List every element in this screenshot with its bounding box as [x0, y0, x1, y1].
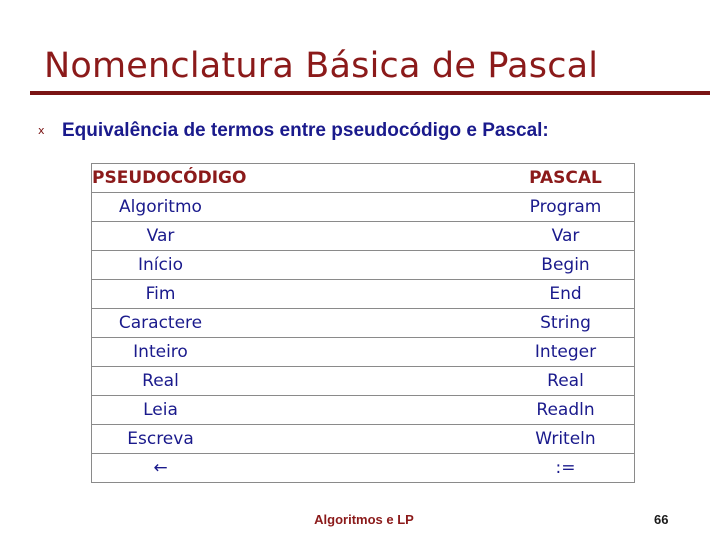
- table-row: [92, 338, 635, 367]
- table-header-row: [92, 164, 635, 193]
- equivalence-table: [91, 163, 635, 483]
- bullet-marker-icon: x: [38, 124, 45, 137]
- page-number: 66: [654, 512, 669, 527]
- table-row: [92, 193, 635, 222]
- pascal-cell: Program: [363, 193, 635, 222]
- title-divider: [30, 91, 710, 95]
- pseudocode-cell: Início: [92, 251, 364, 280]
- pascal-cell: Integer: [363, 338, 635, 367]
- pseudocode-cell: Var: [92, 222, 364, 251]
- pascal-cell: Var: [363, 222, 635, 251]
- table-row: [92, 280, 635, 309]
- table-row: [92, 425, 635, 454]
- pascal-cell: Readln: [363, 396, 635, 425]
- table-row: [92, 454, 635, 483]
- pascal-cell: String: [363, 309, 635, 338]
- pascal-cell: Real: [363, 367, 635, 396]
- pascal-cell: Begin: [363, 251, 635, 280]
- pseudocode-cell: Fim: [92, 280, 364, 309]
- pseudocode-cell: Algoritmo: [92, 193, 364, 222]
- pseudocode-cell: Inteiro: [92, 338, 364, 367]
- header-pascal: PASCAL: [363, 164, 635, 193]
- table-row: [92, 251, 635, 280]
- pascal-cell: Writeln: [363, 425, 635, 454]
- header-pseudocode: PSEUDOCÓDIGO: [92, 164, 364, 193]
- table-row: [92, 222, 635, 251]
- slide-title: Nomenclatura Básica de Pascal: [44, 46, 599, 86]
- footer-course-label: Algoritmos e LP: [314, 512, 414, 527]
- pascal-cell: :=: [363, 454, 635, 483]
- pseudocode-cell: Escreva: [92, 425, 364, 454]
- pascal-cell: End: [363, 280, 635, 309]
- table-row: [92, 367, 635, 396]
- left-arrow-icon: ←: [92, 454, 364, 483]
- table-row: [92, 396, 635, 425]
- bullet-text: Equivalência de termos entre pseudocódigo e Pascal:: [62, 120, 549, 141]
- pseudocode-cell: Caractere: [92, 309, 364, 338]
- table-row: [92, 309, 635, 338]
- bullet-item: [38, 118, 549, 144]
- pseudocode-cell: Leia: [92, 396, 364, 425]
- pseudocode-cell: Real: [92, 367, 364, 396]
